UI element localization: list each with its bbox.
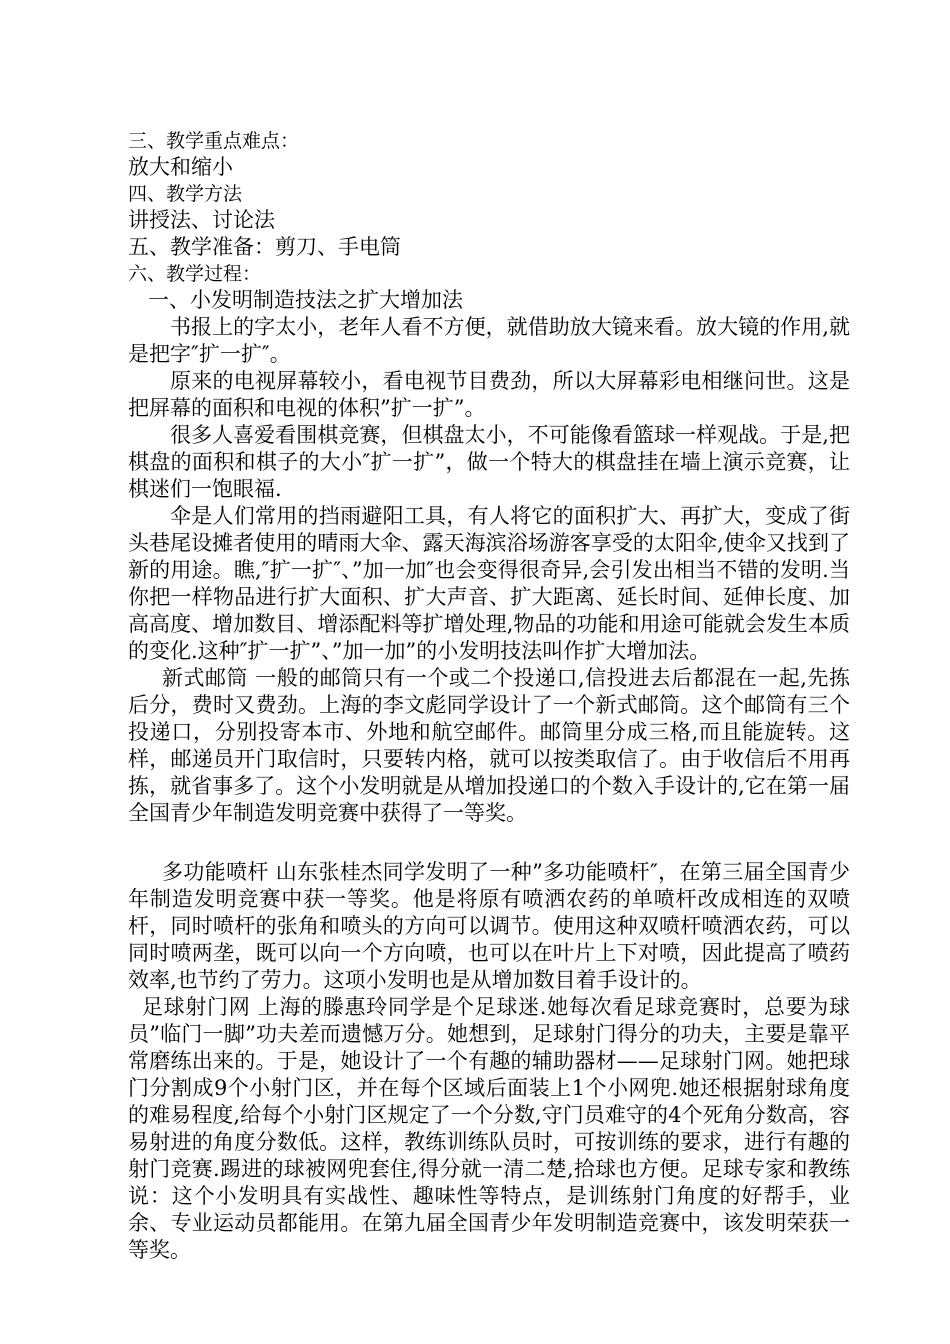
document-body (128, 128, 850, 1264)
heading-teaching-methods: 四、教学方法 (128, 183, 243, 205)
heading-key-points: 三、教学重点难点： (128, 130, 300, 152)
paragraph-football-net: 足球射门网 上海的滕惠玲同学是个足球迷.她每次看足球竞赛时，总要为球员”临门一脚”功夫差而遗憾万分。她想到，足球射门得分的功夫，主要是靠平常磨练出来的。于是，她设计了一个有趣的辅助器材——足球射门网。她把球门分割成9个小射门区，并在每个区域后面装上1个小网兜.她还根据射球角度的难易程度,给每个小射门区规定了一个分数,守门员难守的4个死角分数高，容易射进的角度分数低。这样，教练训练队员时，可按训练的要求，进行有趣的射门竞赛.踢进的球被网兜套住,得分就一清二楚,拾球也方便。足球专家和教练说：这个小发明具有实战性、趣味性等特点，是训练射门角度的好帮手，业余、专业运动员都能用。在第九届全国青少年发明制造竞赛中，该发明荣获一等奖。 (128, 995, 850, 1262)
key-points-text: 放大和缩小 (128, 155, 233, 179)
paragraph-mailbox: 新式邮筒 一般的邮筒只有一个或二个投递口,信投进去后都混在一起,先拣后分，费时又费劲。上海的李文彪同学设计了一个新式邮筒。这个邮筒有三个投递口，分别投寄本市、外地和航空邮件。邮筒里分成三格,而且能旋转。这样，邮递员开门取信时，只要转内格，就可以按类取信了。由于收信后不用再拣，就省事多了。这个小发明就是从增加投递口的个数入手设计的,它在第一届全国青少年制造发明竞赛中获得了一等奖。 (128, 666, 850, 825)
paragraph-television: 原来的电视屏幕较小，看电视节目费劲，所以大屏幕彩电相继问世。这是把屏幕的面积和电视的体积”扩一扩”。 (128, 369, 850, 420)
paragraph-sprayer: 多功能喷杆 山东张桂杰同学发明了一种”多功能喷杆″，在第三届全国青少年制造发明竞赛中获一等奖。他是将原有喷洒农药的单喷杆改成相连的双喷杆，同时喷杆的张角和喷头的方向可以调节。使用这种双喷杆喷洒农药，可以同时喷两垄，既可以向一个方向喷，也可以在叶片上下对喷，因此提高了喷药效率,也节约了劳力。这项小发明也是从增加数目着手设计的。 (128, 860, 850, 992)
heading-teaching-process: 六、教学过程： (128, 263, 262, 285)
heading-teaching-preparation: 五、教学准备：剪刀、手电筒 (128, 235, 401, 259)
subsection-title: 一、小发明制造技法之扩大增加法 (148, 288, 463, 312)
teaching-methods-text: 讲授法、讨论法 (128, 208, 275, 232)
paragraph-umbrella: 伞是人们常用的挡雨避阳工具，有人将它的面积扩大、再扩大，变成了街头巷尾设摊者使用的晴雨大伞、露天海滨浴场游客享受的太阳伞,使伞又找到了新的用途。瞧,″扩一扩″、”加一加″也会变得很奇异,会引发出相当不错的发明.当你把一样物品进行扩大面积、扩大声音、扩大距离、延长时间、延伸长度、加高高度、增加数目、增添配料等扩增处理,物品的功能和用途可能就会发生本质的变化.这种″扩一扩”、”加一加”的小发明技法叫作扩大增加法。 (128, 504, 850, 663)
paragraph-go-board: 很多人喜爱看围棋竞赛，但棋盘太小，不可能像看篮球一样观战。于是,把棋盘的面积和棋子的大小″扩一扩”，做一个特大的棋盘挂在墙上演示竞赛，让棋迷们一饱眼福. (128, 423, 850, 501)
paragraph-spacer (128, 827, 850, 859)
paragraph-magnifier: 书报上的字太小，老年人看不方便，就借助放大镜来看。放大镜的作用,就是把字″扩一扩″。 (128, 315, 850, 366)
